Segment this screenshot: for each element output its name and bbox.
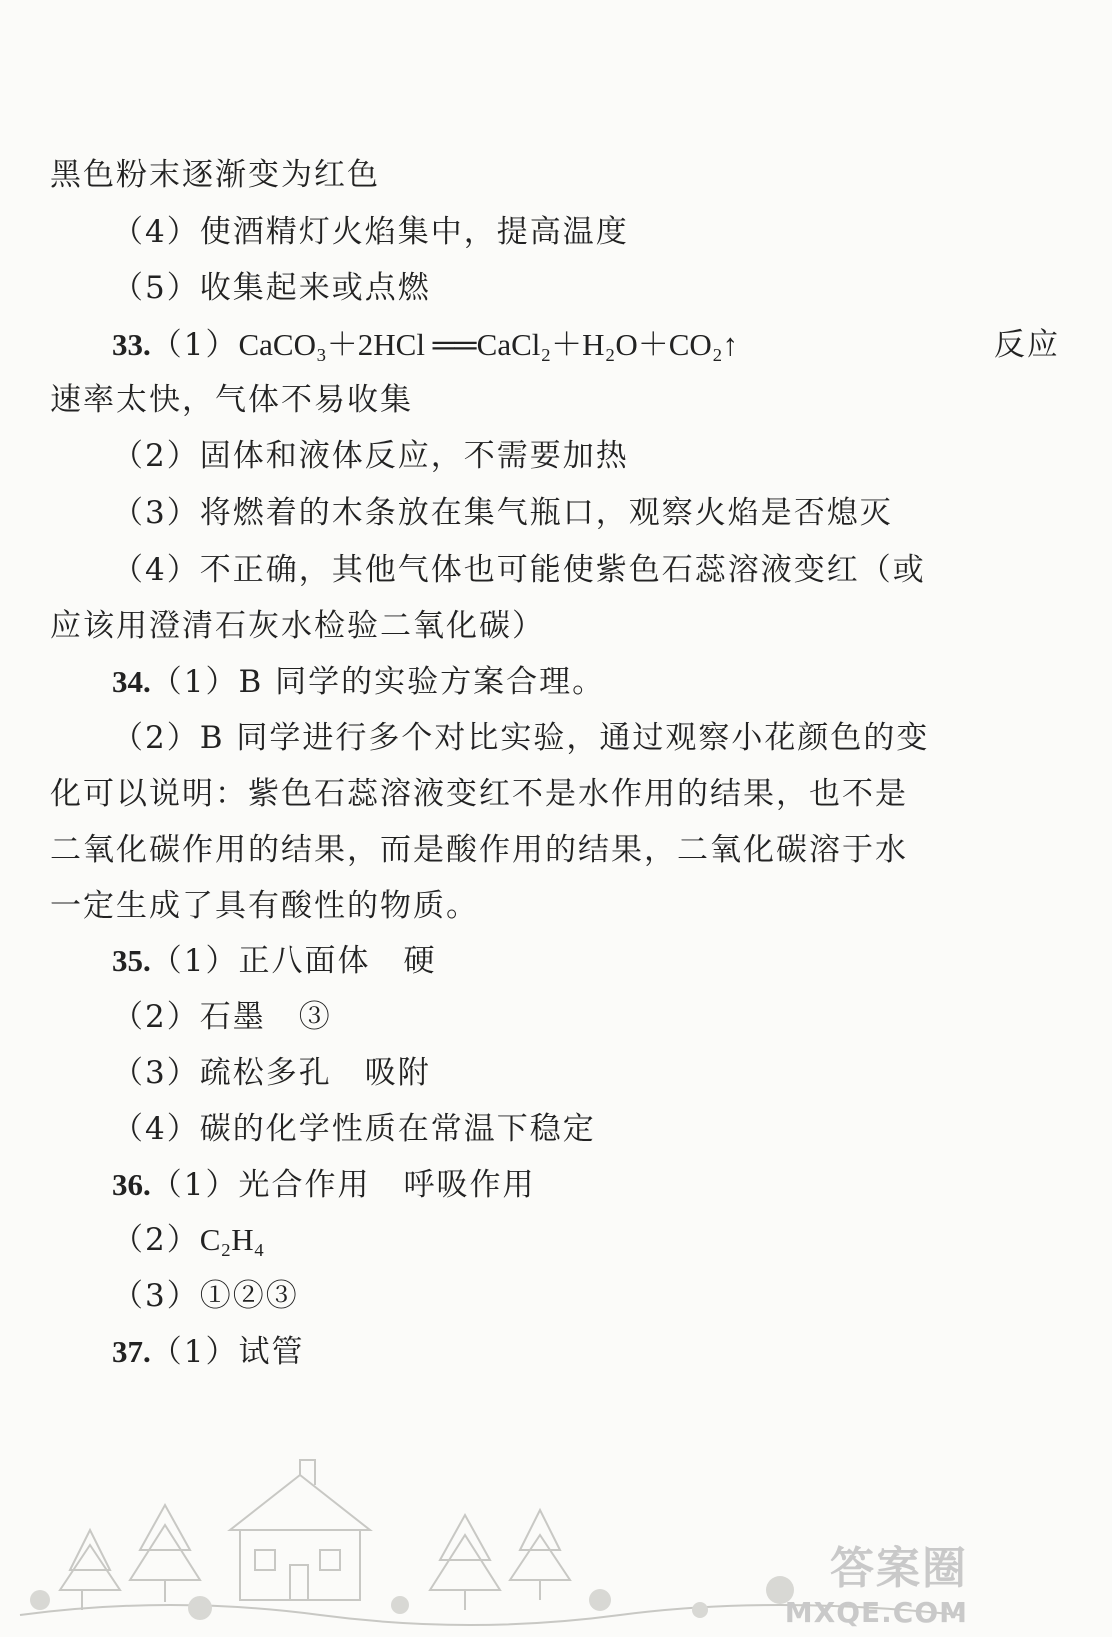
answer-line: 黑色粉末逐渐变为红色 <box>50 157 380 193</box>
answer-line: （4）不正确，其他气体也可能使紫色石蕊溶液变红（或 <box>112 552 926 588</box>
answer-line: （3）①②③ <box>112 1278 299 1314</box>
tree-icon <box>430 1515 500 1610</box>
answer-line: （5）收集起来或点燃 <box>112 270 431 306</box>
question-33-line: 33.（1）CaCO₃＋2HCl ══CaCl₂＋H₂O＋CO₂↑ 反应 <box>112 327 1060 363</box>
chemical-equation: CaCO₃＋2HCl ══CaCl₂＋H₂O＋CO₂↑ <box>238 327 739 362</box>
answer-line: 速率太快，气体不易收集 <box>50 382 413 418</box>
question-35-line: 35.（1）正八面体 硬 <box>112 943 437 979</box>
question-number: 33. <box>112 327 151 362</box>
question-36-line: 36.（1）光合作用 呼吸作用 <box>112 1167 536 1203</box>
question-number: 37. <box>112 1334 151 1369</box>
question-37-line: 37.（1）试管 <box>112 1334 305 1370</box>
question-number: 34. <box>112 664 151 699</box>
answer-line: （2）B 同学进行多个对比实验，通过观察小花颜色的变 <box>112 720 930 756</box>
answer-line: （2）固体和液体反应，不需要加热 <box>112 438 629 474</box>
answer-line: 一定生成了具有酸性的物质。 <box>50 888 479 924</box>
answer-line: （2）石墨 ③ <box>112 999 332 1035</box>
answer-line: （4）碳的化学性质在常温下稳定 <box>112 1111 596 1147</box>
answer-line: （3）将燃着的木条放在集气瓶口，观察火焰是否熄灭 <box>112 495 893 531</box>
tree-icon <box>510 1510 570 1600</box>
question-number: 35. <box>112 943 151 978</box>
answer-line: （3）疏松多孔 吸附 <box>112 1055 431 1091</box>
answer-line: （2）C₂H₄ <box>112 1222 265 1258</box>
house-icon <box>230 1475 370 1600</box>
tree-icon <box>60 1530 120 1610</box>
question-34-line: 34.（1）B 同学的实验方案合理。 <box>112 664 606 700</box>
answer-line: （4）使酒精灯火焰集中，提高温度 <box>112 214 629 250</box>
chemical-formula: C₂H₄ <box>199 1222 265 1257</box>
answer-line: 应该用澄清石灰水检验二氧化碳） <box>50 608 545 644</box>
watermark-logo: 答案圈 MXQE.COM <box>784 1543 968 1629</box>
answer-line: 化可以说明：紫色石蕊溶液变红不是水作用的结果，也不是 <box>50 776 908 812</box>
tree-icon <box>130 1505 200 1602</box>
question-number: 36. <box>112 1167 151 1202</box>
answer-line: 二氧化碳作用的结果，而是酸作用的结果，二氧化碳溶于水 <box>50 832 908 868</box>
